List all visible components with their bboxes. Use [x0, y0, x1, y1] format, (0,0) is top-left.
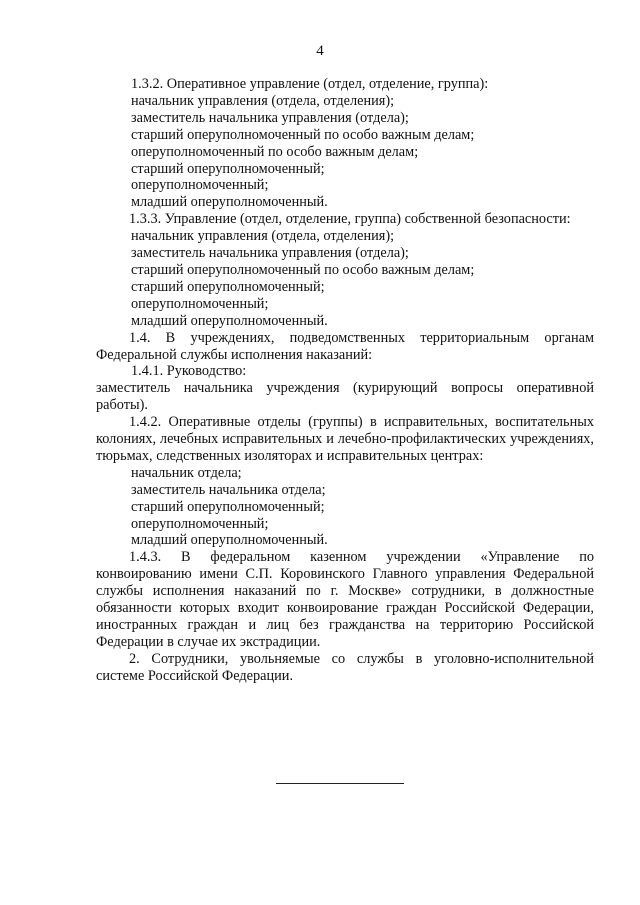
list-item: оперуполномоченный;: [131, 515, 269, 532]
list-item: старший оперуполномоченный;: [131, 498, 325, 515]
section-1-4-2-heading: 1.4.2. Оперативные отделы (группы) в исправительных, воспитательных колониях, лечебных исправительных и лечебно-профилактических учреждениях, тюрьмах, следственных изоляторах и исправительных центрах:: [96, 414, 594, 464]
list-item: младший оперуполномоченный.: [131, 532, 328, 549]
list-item: оперуполномоченный по особо важным делам;: [131, 143, 419, 160]
list-item: начальник отдела;: [131, 464, 242, 481]
list-item: заместитель начальника отдела;: [131, 481, 326, 498]
list-item: начальник управления (отдела, отделения);: [131, 92, 395, 109]
document-body: [96, 76, 594, 685]
list-item: старший оперуполномоченный по особо важным делам;: [131, 261, 475, 278]
section-1-4-heading: 1.4. В учреждениях, подведомственных территориальным органам Федеральной службы исполнения наказаний:: [96, 329, 594, 363]
list-item: оперуполномоченный;: [131, 177, 269, 194]
footer-divider: [276, 783, 404, 784]
list-item: начальник управления (отдела, отделения);: [131, 228, 395, 245]
list-item: старший оперуполномоченный по особо важным делам;: [131, 126, 475, 143]
list-item: старший оперуполномоченный;: [131, 160, 325, 177]
section-1-4-1-text: заместитель начальника учреждения (курирующий вопросы оперативной работы).: [96, 380, 594, 414]
section-1-4-3-text: 1.4.3. В федеральном казенном учреждении «Управление по конвоированию имени С.П. Коровинского Главного управления Федеральной службы исполнения наказаний по г. Москве» сотрудники, в должностные обязанности которых входит конвоирование граждан Российской Федерации, иностранных граждан и лиц без гражданства на территорию Российской Федерации в случае их экстрадиции.: [96, 549, 594, 650]
section-1-3-3-heading: 1.3.3. Управление (отдел, отделение, группа) собственной безопасности:: [129, 211, 571, 228]
section-1-4-1-heading: 1.4.1. Руководство:: [131, 363, 247, 380]
list-item: заместитель начальника управления (отдела);: [131, 109, 409, 126]
page-number: 4: [316, 43, 324, 59]
section-1-3-2-heading: 1.3.2. Оперативное управление (отдел, отделение, группа):: [131, 76, 489, 92]
list-item: заместитель начальника управления (отдела);: [131, 245, 409, 262]
list-item: младший оперуполномоченный.: [131, 312, 328, 329]
section-2-text: 2. Сотрудники, увольняемые со службы в уголовно-исполнительной системе Российской Федерации.: [96, 650, 594, 684]
list-item: оперуполномоченный;: [131, 295, 269, 312]
list-item: старший оперуполномоченный;: [131, 278, 325, 295]
list-item: младший оперуполномоченный.: [131, 194, 328, 211]
